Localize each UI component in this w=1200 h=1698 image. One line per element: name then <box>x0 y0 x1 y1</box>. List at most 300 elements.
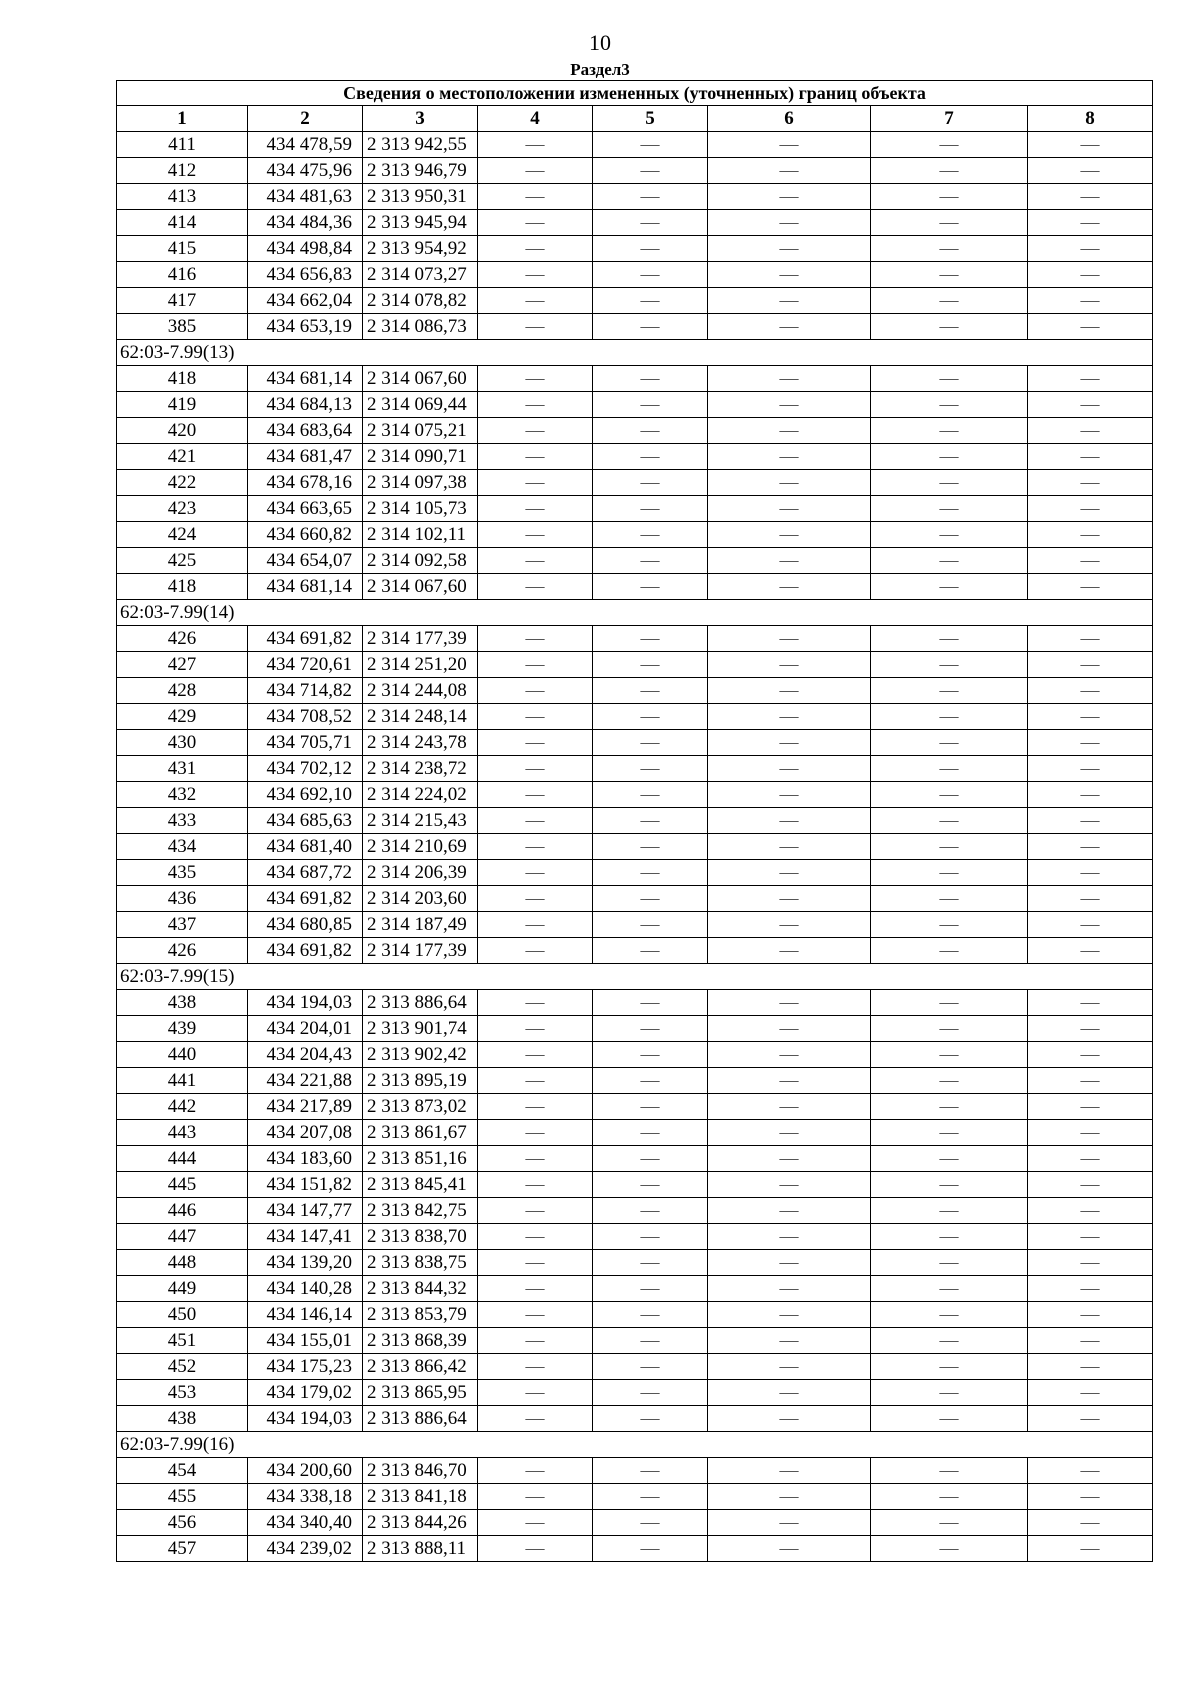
empty-value-dash: — <box>478 886 593 912</box>
empty-value-dash: — <box>871 1198 1028 1224</box>
empty-value-dash: — <box>708 1120 871 1146</box>
y-coordinate-cell: 2 314 244,08 <box>363 678 478 704</box>
empty-value-dash: — <box>593 158 708 184</box>
point-number-cell: 455 <box>117 1484 248 1510</box>
point-number-cell: 423 <box>117 496 248 522</box>
table-row <box>117 1484 1153 1510</box>
empty-value-dash: — <box>478 1094 593 1120</box>
empty-value-dash: — <box>593 1172 708 1198</box>
empty-value-dash: — <box>708 548 871 574</box>
empty-value-dash: — <box>593 184 708 210</box>
table-row <box>117 834 1153 860</box>
y-coordinate-cell: 2 313 861,67 <box>363 1120 478 1146</box>
empty-value-dash: — <box>1028 470 1153 496</box>
section-label: 62:03-7.99(15) <box>117 964 1153 990</box>
empty-value-dash: — <box>593 990 708 1016</box>
x-coordinate-cell: 434 475,96 <box>248 158 363 184</box>
section-label: 62:03-7.99(16) <box>117 1432 1153 1458</box>
section-label: 62:03-7.99(13) <box>117 340 1153 366</box>
empty-value-dash: — <box>1028 704 1153 730</box>
x-coordinate-cell: 434 204,01 <box>248 1016 363 1042</box>
empty-value-dash: — <box>593 1536 708 1562</box>
empty-value-dash: — <box>1028 1484 1153 1510</box>
y-coordinate-cell: 2 314 092,58 <box>363 548 478 574</box>
table-row <box>117 1328 1153 1354</box>
empty-value-dash: — <box>871 1536 1028 1562</box>
empty-value-dash: — <box>871 1042 1028 1068</box>
empty-value-dash: — <box>1028 1016 1153 1042</box>
empty-value-dash: — <box>478 1250 593 1276</box>
empty-value-dash: — <box>871 730 1028 756</box>
empty-value-dash: — <box>708 470 871 496</box>
empty-value-dash: — <box>478 1302 593 1328</box>
empty-value-dash: — <box>708 1510 871 1536</box>
table-body <box>117 132 1153 1562</box>
table-row <box>117 652 1153 678</box>
table-row <box>117 132 1153 158</box>
empty-value-dash: — <box>708 522 871 548</box>
empty-value-dash: — <box>708 236 871 262</box>
x-coordinate-cell: 434 239,02 <box>248 1536 363 1562</box>
x-coordinate-cell: 434 720,61 <box>248 652 363 678</box>
empty-value-dash: — <box>478 392 593 418</box>
empty-value-dash: — <box>1028 574 1153 600</box>
empty-value-dash: — <box>708 1146 871 1172</box>
empty-value-dash: — <box>1028 132 1153 158</box>
empty-value-dash: — <box>708 262 871 288</box>
empty-value-dash: — <box>478 184 593 210</box>
point-number-cell: 416 <box>117 262 248 288</box>
empty-value-dash: — <box>478 574 593 600</box>
empty-value-dash: — <box>1028 886 1153 912</box>
table-row <box>117 1458 1153 1484</box>
empty-value-dash: — <box>593 912 708 938</box>
x-coordinate-cell: 434 217,89 <box>248 1094 363 1120</box>
empty-value-dash: — <box>708 132 871 158</box>
empty-value-dash: — <box>871 444 1028 470</box>
empty-value-dash: — <box>593 574 708 600</box>
empty-value-dash: — <box>478 158 593 184</box>
empty-value-dash: — <box>593 938 708 964</box>
x-coordinate-cell: 434 660,82 <box>248 522 363 548</box>
y-coordinate-cell: 2 314 097,38 <box>363 470 478 496</box>
x-coordinate-cell: 434 207,08 <box>248 1120 363 1146</box>
table-row <box>117 548 1153 574</box>
point-number-cell: 448 <box>117 1250 248 1276</box>
empty-value-dash: — <box>593 262 708 288</box>
y-coordinate-cell: 2 313 838,70 <box>363 1224 478 1250</box>
point-number-cell: 454 <box>117 1458 248 1484</box>
empty-value-dash: — <box>871 470 1028 496</box>
point-number-cell: 438 <box>117 990 248 1016</box>
empty-value-dash: — <box>1028 1328 1153 1354</box>
empty-value-dash: — <box>871 1406 1028 1432</box>
point-number-cell: 418 <box>117 574 248 600</box>
table-row <box>117 782 1153 808</box>
empty-value-dash: — <box>478 912 593 938</box>
column-header: 6 <box>708 106 871 132</box>
x-coordinate-cell: 434 194,03 <box>248 1406 363 1432</box>
y-coordinate-cell: 2 313 946,79 <box>363 158 478 184</box>
section-row <box>117 340 1153 366</box>
empty-value-dash: — <box>478 1328 593 1354</box>
empty-value-dash: — <box>708 1484 871 1510</box>
empty-value-dash: — <box>593 1068 708 1094</box>
empty-value-dash: — <box>708 210 871 236</box>
point-number-cell: 452 <box>117 1354 248 1380</box>
x-coordinate-cell: 434 663,65 <box>248 496 363 522</box>
y-coordinate-cell: 2 313 865,95 <box>363 1380 478 1406</box>
empty-value-dash: — <box>478 704 593 730</box>
table-row <box>117 366 1153 392</box>
page-number: 10 <box>589 30 611 55</box>
y-coordinate-cell: 2 314 238,72 <box>363 756 478 782</box>
y-coordinate-cell: 2 314 203,60 <box>363 886 478 912</box>
x-coordinate-cell: 434 194,03 <box>248 990 363 1016</box>
empty-value-dash: — <box>1028 990 1153 1016</box>
empty-value-dash: — <box>871 1380 1028 1406</box>
empty-value-dash: — <box>593 496 708 522</box>
table-row <box>117 418 1153 444</box>
empty-value-dash: — <box>708 1406 871 1432</box>
x-coordinate-cell: 434 691,82 <box>248 886 363 912</box>
empty-value-dash: — <box>871 678 1028 704</box>
empty-value-dash: — <box>478 756 593 782</box>
empty-value-dash: — <box>871 132 1028 158</box>
empty-value-dash: — <box>593 1380 708 1406</box>
empty-value-dash: — <box>478 1120 593 1146</box>
empty-value-dash: — <box>1028 730 1153 756</box>
table-row <box>117 1224 1153 1250</box>
y-coordinate-cell: 2 313 888,11 <box>363 1536 478 1562</box>
point-number-cell: 430 <box>117 730 248 756</box>
column-header: 2 <box>248 106 363 132</box>
empty-value-dash: — <box>871 808 1028 834</box>
y-coordinate-cell: 2 314 243,78 <box>363 730 478 756</box>
empty-value-dash: — <box>708 496 871 522</box>
empty-value-dash: — <box>871 1250 1028 1276</box>
table-row <box>117 1016 1153 1042</box>
empty-value-dash: — <box>1028 860 1153 886</box>
empty-value-dash: — <box>478 1380 593 1406</box>
point-number-cell: 420 <box>117 418 248 444</box>
empty-value-dash: — <box>708 782 871 808</box>
empty-value-dash: — <box>871 288 1028 314</box>
empty-value-dash: — <box>593 626 708 652</box>
y-coordinate-cell: 2 313 868,39 <box>363 1328 478 1354</box>
empty-value-dash: — <box>871 626 1028 652</box>
empty-value-dash: — <box>1028 210 1153 236</box>
empty-value-dash: — <box>478 1068 593 1094</box>
empty-value-dash: — <box>478 1042 593 1068</box>
empty-value-dash: — <box>478 1276 593 1302</box>
empty-value-dash: — <box>871 1328 1028 1354</box>
empty-value-dash: — <box>1028 1380 1153 1406</box>
column-header: 1 <box>117 106 248 132</box>
empty-value-dash: — <box>871 756 1028 782</box>
x-coordinate-cell: 434 478,59 <box>248 132 363 158</box>
point-number-cell: 439 <box>117 1016 248 1042</box>
empty-value-dash: — <box>1028 1510 1153 1536</box>
empty-value-dash: — <box>708 1068 871 1094</box>
empty-value-dash: — <box>871 1484 1028 1510</box>
y-coordinate-cell: 2 313 902,42 <box>363 1042 478 1068</box>
x-coordinate-cell: 434 681,47 <box>248 444 363 470</box>
empty-value-dash: — <box>871 990 1028 1016</box>
empty-value-dash: — <box>708 1328 871 1354</box>
table-row <box>117 522 1153 548</box>
empty-value-dash: — <box>871 1510 1028 1536</box>
empty-value-dash: — <box>478 1224 593 1250</box>
empty-value-dash: — <box>1028 1302 1153 1328</box>
empty-value-dash: — <box>593 1198 708 1224</box>
y-coordinate-cell: 2 314 251,20 <box>363 652 478 678</box>
empty-value-dash: — <box>478 730 593 756</box>
empty-value-dash: — <box>593 366 708 392</box>
empty-value-dash: — <box>871 1094 1028 1120</box>
table-row <box>117 1276 1153 1302</box>
empty-value-dash: — <box>871 1068 1028 1094</box>
x-coordinate-cell: 434 714,82 <box>248 678 363 704</box>
y-coordinate-cell: 2 314 069,44 <box>363 392 478 418</box>
empty-value-dash: — <box>478 496 593 522</box>
x-coordinate-cell: 434 662,04 <box>248 288 363 314</box>
x-coordinate-cell: 434 146,14 <box>248 1302 363 1328</box>
empty-value-dash: — <box>593 236 708 262</box>
y-coordinate-cell: 2 314 090,71 <box>363 444 478 470</box>
y-coordinate-cell: 2 314 224,02 <box>363 782 478 808</box>
y-coordinate-cell: 2 313 886,64 <box>363 1406 478 1432</box>
empty-value-dash: — <box>1028 626 1153 652</box>
empty-value-dash: — <box>478 808 593 834</box>
empty-value-dash: — <box>593 808 708 834</box>
y-coordinate-cell: 2 313 838,75 <box>363 1250 478 1276</box>
empty-value-dash: — <box>708 756 871 782</box>
empty-value-dash: — <box>478 860 593 886</box>
table-caption: Сведения о местоположении измененных (уточненных) границ объекта <box>117 81 1153 106</box>
empty-value-dash: — <box>593 1406 708 1432</box>
empty-value-dash: — <box>478 132 593 158</box>
point-number-cell: 447 <box>117 1224 248 1250</box>
empty-value-dash: — <box>478 522 593 548</box>
empty-value-dash: — <box>593 444 708 470</box>
empty-value-dash: — <box>708 990 871 1016</box>
empty-value-dash: — <box>593 132 708 158</box>
x-coordinate-cell: 434 139,20 <box>248 1250 363 1276</box>
empty-value-dash: — <box>478 1510 593 1536</box>
empty-value-dash: — <box>593 704 708 730</box>
empty-value-dash: — <box>871 210 1028 236</box>
table-row <box>117 210 1153 236</box>
empty-value-dash: — <box>1028 938 1153 964</box>
point-number-cell: 426 <box>117 626 248 652</box>
empty-value-dash: — <box>1028 678 1153 704</box>
empty-value-dash: — <box>871 366 1028 392</box>
table-row <box>117 1354 1153 1380</box>
empty-value-dash: — <box>1028 756 1153 782</box>
point-number-cell: 456 <box>117 1510 248 1536</box>
x-coordinate-cell: 434 200,60 <box>248 1458 363 1484</box>
empty-value-dash: — <box>708 1458 871 1484</box>
table-row <box>117 1146 1153 1172</box>
empty-value-dash: — <box>871 938 1028 964</box>
y-coordinate-cell: 2 314 086,73 <box>363 314 478 340</box>
empty-value-dash: — <box>593 210 708 236</box>
x-coordinate-cell: 434 683,64 <box>248 418 363 444</box>
x-coordinate-cell: 434 147,77 <box>248 1198 363 1224</box>
point-number-cell: 436 <box>117 886 248 912</box>
empty-value-dash: — <box>593 1458 708 1484</box>
point-number-cell: 422 <box>117 470 248 496</box>
point-number-cell: 415 <box>117 236 248 262</box>
empty-value-dash: — <box>478 990 593 1016</box>
table-row <box>117 1380 1153 1406</box>
point-number-cell: 412 <box>117 158 248 184</box>
y-coordinate-cell: 2 314 187,49 <box>363 912 478 938</box>
table-row <box>117 678 1153 704</box>
x-coordinate-cell: 434 702,12 <box>248 756 363 782</box>
empty-value-dash: — <box>871 548 1028 574</box>
column-header: 7 <box>871 106 1028 132</box>
point-number-cell: 411 <box>117 132 248 158</box>
x-coordinate-cell: 434 705,71 <box>248 730 363 756</box>
empty-value-dash: — <box>871 652 1028 678</box>
empty-value-dash: — <box>708 1224 871 1250</box>
empty-value-dash: — <box>871 834 1028 860</box>
point-number-cell: 444 <box>117 1146 248 1172</box>
table-row <box>117 938 1153 964</box>
empty-value-dash: — <box>593 756 708 782</box>
x-coordinate-cell: 434 155,01 <box>248 1328 363 1354</box>
table-row <box>117 990 1153 1016</box>
empty-value-dash: — <box>593 678 708 704</box>
x-coordinate-cell: 434 708,52 <box>248 704 363 730</box>
empty-value-dash: — <box>871 236 1028 262</box>
y-coordinate-cell: 2 314 215,43 <box>363 808 478 834</box>
point-number-cell: 426 <box>117 938 248 964</box>
table-row <box>117 392 1153 418</box>
empty-value-dash: — <box>708 912 871 938</box>
x-coordinate-cell: 434 151,82 <box>248 1172 363 1198</box>
y-coordinate-cell: 2 313 851,16 <box>363 1146 478 1172</box>
x-coordinate-cell: 434 692,10 <box>248 782 363 808</box>
empty-value-dash: — <box>708 418 871 444</box>
empty-value-dash: — <box>708 1354 871 1380</box>
empty-value-dash: — <box>478 444 593 470</box>
empty-value-dash: — <box>593 314 708 340</box>
empty-value-dash: — <box>708 1536 871 1562</box>
table-row <box>117 886 1153 912</box>
table-row <box>117 756 1153 782</box>
empty-value-dash: — <box>478 548 593 574</box>
x-coordinate-cell: 434 221,88 <box>248 1068 363 1094</box>
empty-value-dash: — <box>593 886 708 912</box>
table-row <box>117 1198 1153 1224</box>
table-row <box>117 158 1153 184</box>
point-number-cell: 419 <box>117 392 248 418</box>
empty-value-dash: — <box>708 808 871 834</box>
empty-value-dash: — <box>478 834 593 860</box>
empty-value-dash: — <box>1028 314 1153 340</box>
x-coordinate-cell: 434 183,60 <box>248 1146 363 1172</box>
empty-value-dash: — <box>593 1042 708 1068</box>
point-number-cell: 445 <box>117 1172 248 1198</box>
table-row <box>117 288 1153 314</box>
empty-value-dash: — <box>593 1146 708 1172</box>
x-coordinate-cell: 434 175,23 <box>248 1354 363 1380</box>
y-coordinate-cell: 2 313 853,79 <box>363 1302 478 1328</box>
point-number-cell: 429 <box>117 704 248 730</box>
point-number-cell: 453 <box>117 1380 248 1406</box>
x-coordinate-cell: 434 179,02 <box>248 1380 363 1406</box>
table-row <box>117 1042 1153 1068</box>
point-number-cell: 434 <box>117 834 248 860</box>
empty-value-dash: — <box>708 1094 871 1120</box>
empty-value-dash: — <box>871 1224 1028 1250</box>
empty-value-dash: — <box>871 704 1028 730</box>
empty-value-dash: — <box>478 1198 593 1224</box>
table-row <box>117 1250 1153 1276</box>
x-coordinate-cell: 434 681,14 <box>248 366 363 392</box>
table-header-row <box>117 106 1153 132</box>
y-coordinate-cell: 2 314 206,39 <box>363 860 478 886</box>
y-coordinate-cell: 2 313 886,64 <box>363 990 478 1016</box>
column-header: 4 <box>478 106 593 132</box>
x-coordinate-cell: 434 481,63 <box>248 184 363 210</box>
x-coordinate-cell: 434 656,83 <box>248 262 363 288</box>
empty-value-dash: — <box>708 938 871 964</box>
x-coordinate-cell: 434 678,16 <box>248 470 363 496</box>
empty-value-dash: — <box>478 1484 593 1510</box>
x-coordinate-cell: 434 654,07 <box>248 548 363 574</box>
empty-value-dash: — <box>1028 444 1153 470</box>
empty-value-dash: — <box>478 678 593 704</box>
empty-value-dash: — <box>1028 1250 1153 1276</box>
empty-value-dash: — <box>478 782 593 808</box>
empty-value-dash: — <box>1028 366 1153 392</box>
point-number-cell: 443 <box>117 1120 248 1146</box>
empty-value-dash: — <box>1028 496 1153 522</box>
empty-value-dash: — <box>1028 1094 1153 1120</box>
table-row <box>117 184 1153 210</box>
empty-value-dash: — <box>593 392 708 418</box>
empty-value-dash: — <box>871 418 1028 444</box>
boundary-coordinates-table <box>116 80 1153 1562</box>
empty-value-dash: — <box>708 1198 871 1224</box>
x-coordinate-cell: 434 484,36 <box>248 210 363 236</box>
empty-value-dash: — <box>593 1510 708 1536</box>
point-number-cell: 425 <box>117 548 248 574</box>
empty-value-dash: — <box>1028 548 1153 574</box>
point-number-cell: 428 <box>117 678 248 704</box>
point-number-cell: 385 <box>117 314 248 340</box>
section-row <box>117 964 1153 990</box>
x-coordinate-cell: 434 147,41 <box>248 1224 363 1250</box>
empty-value-dash: — <box>708 392 871 418</box>
empty-value-dash: — <box>871 158 1028 184</box>
empty-value-dash: — <box>1028 1224 1153 1250</box>
x-coordinate-cell: 434 685,63 <box>248 808 363 834</box>
table-row <box>117 1172 1153 1198</box>
empty-value-dash: — <box>1028 1120 1153 1146</box>
empty-value-dash: — <box>708 678 871 704</box>
y-coordinate-cell: 2 313 844,26 <box>363 1510 478 1536</box>
point-number-cell: 427 <box>117 652 248 678</box>
empty-value-dash: — <box>1028 912 1153 938</box>
empty-value-dash: — <box>708 1042 871 1068</box>
empty-value-dash: — <box>593 1250 708 1276</box>
empty-value-dash: — <box>871 184 1028 210</box>
